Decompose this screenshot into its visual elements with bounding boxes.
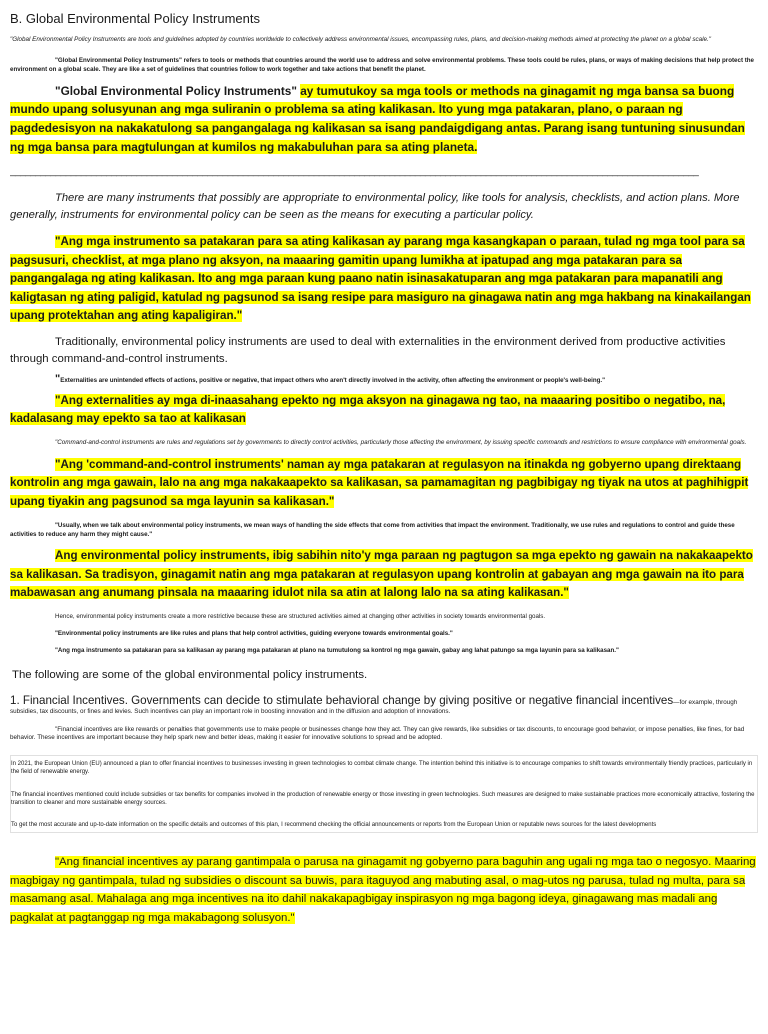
financial-incentives-heading bbox=[10, 693, 758, 717]
following-line: The following are some of the global environmental policy instruments. bbox=[12, 668, 368, 681]
document-page bbox=[0, 10, 768, 1034]
cac-filipino-highlight: "Ang 'command-and-control instruments' naman ay mga patakaran at regulasyon na itinakda ng gobyerno upang direktaang kontrolin ang mga gawain, lalo na ang mga nakakaapekto sa kalikasan, sa pamamagitan ng pagbibigay ng tiyak na utos at paghihigpit upang tiyakin ang pagsunod sa mga layunin sa kalikasan." bbox=[10, 457, 749, 508]
cac-filipino bbox=[10, 456, 758, 512]
fi-filipino bbox=[10, 853, 758, 928]
instruments-intro: There are many instruments that possibly are appropriate to environmental policy, like tools for analysis, checklists, and action plans. More generally, instruments for environmental policy can be seen as the means for executing a particular policy. bbox=[10, 192, 740, 222]
policy-filipino-highlight: Ang environmental policy instruments, ibig sabihin nito'y mga paraan ng pagtugon sa mga epekto ng gawain na nakakaapekto sa kalikasan. Sa tradisyon, ginagamit natin ang mga patakaran at regulasyon upang kontrolin at gabayan ang mga gawain na ito para mabawasan ang anumang pinsala na maaaring idulot nila sa atin at lalong lalo na sa ating kalikasan." bbox=[10, 549, 753, 599]
intro-filipino-highlight: ay tumutukoy sa mga tools or methods na ginagamit ng mga bansa sa buong mundo upang solusyunan ang mga suliranin o problema sa ating kalikasan. Ito yung mga patakaran, plano, o paraan ng pagdedesisyon na nakakatulong sa pangangalaga ng kalikasan sa isang pandaigdigang antas. Parang isang tuntuning sinusundan ng mga bansa para magtulungan at kumilos ng makabuluhan para sa ating planeta. bbox=[10, 83, 745, 154]
intro-simple: "Global Environmental Policy Instruments" refers to tools or methods that countries around the world use to address and solve environmental problems. These tools could be rules, plans, or ways of making decisions that help protect the environment on a global scale. They are like a set of guidelines that countries follow to work together and take actions that benefit the planet. bbox=[10, 56, 755, 73]
usually-note: "Usually, when we talk about environmental policy instruments, we mean ways of handling the side effects that come from activities that impact the environment. Traditionally, we use rules and regulations to control and guide these activities to reduce any harm they might cause." bbox=[10, 522, 735, 538]
externalities-definition-text: Externalities are unintended effects of actions, positive or negative, that impact others who aren't directly involved in the activity, often affecting the environment or people's well-being." bbox=[60, 376, 606, 384]
fi-filipino-highlight: "Ang financial incentives ay parang gantimpala o parusa na ginagamit ng gobyerno para baguhin ang ugali ng mga tao o negosyo. Maaring magbigay ng gantimpala, tulad ng subsidies o discount sa buwis, para itaguyod ang mabuting asal, o mag-utos ng parusa, tulad ng multa, para sa masamang asal. Mahalaga ang mga incentives na ito dahil nakakapagbigay inspirasyon ng mga bagong ideya, ginagawang mas madali ang pagkalat at pagtanggap ng mga makabagong solusyon." bbox=[10, 855, 756, 925]
externalities-filipino bbox=[10, 392, 758, 429]
fi-heading-tail: —for example, through subsidies, tax discounts, or fines and levies. Such incentives can play an important role in boosting innovation and in the diffusion and adoption of innovations. bbox=[10, 699, 738, 715]
fi-heading-main: 1. Financial Incentives. Governments can decide to stimulate behavioral change by giving positive or negative financial incentives bbox=[10, 694, 674, 707]
externalities-quote-mark: " bbox=[55, 372, 61, 385]
cac-definition: "Command-and-control instruments are rules and regulations set by governments to directly control activities, particularly those affecting the environment, by issuing specific commands and restrictions to ensure compliance with environmental goals. bbox=[55, 438, 747, 446]
rules-filipino-note: "Ang mga instrumento sa patakaran para sa kalikasan ay parang mga patakaran at plano na tumutulong sa kontrol ng mga gawain, gabay ang lahat patungo sa mga layunin para sa kalikasan." bbox=[55, 646, 619, 654]
instruments-filipino bbox=[10, 233, 758, 326]
policy-filipino bbox=[10, 547, 758, 603]
externalities-definition bbox=[10, 372, 758, 385]
traditional-paragraph: Traditionally, environmental policy instruments are used to deal with externalities in the environment derived from productive activities through command-and-control instruments. bbox=[10, 335, 726, 366]
externalities-filipino-highlight: "Ang externalities ay mga di-inaasahang epekto ng mga aksyon na ginagawa ng tao, na maaaring positibo o negatibo, na, kadalasang may epekto sa tao at kalikasan bbox=[10, 393, 726, 426]
hence-note: Hence, environmental policy instruments create a more restrictive because these are structured activities aimed at changing other activities in society towards environmental goals. bbox=[55, 612, 546, 620]
eu-paragraph-3: To get the most accurate and up-to-date information on the specific details and outcomes of this plan, I recommend checking the official announcements or reports from the European Union or reputable news sources for the latest developments bbox=[11, 822, 657, 829]
intro-filipino-lead: "Global Environmental Policy Instruments" bbox=[55, 83, 297, 98]
eu-info-box bbox=[10, 755, 758, 833]
eu-paragraph-1: In 2021, the European Union (EU) announced a plan to offer financial incentives to businesses investing in green technologies to combat climate change. The intention behind this initiative is to encourage companies to shift towards environmentally friendly practices, particularly in the field of renewable energy. bbox=[11, 760, 753, 776]
instruments-filipino-highlight: "Ang mga instrumento sa patakaran para sa ating kalikasan ay parang mga kasangkapan o paraan, tulad ng mga tool para sa pagsusuri, checklist, at mga plano ng aksyon, na maaaring gamitin upang lumikha at ipatupad ang mga patakaran para sa pangangalaga ng ating kalikasan. Ito ang mga paraan kung paano natin isinasakatuparan ang mga patakaran para mapanatili ang kaligtasan ng ating paligid, katulad ng pagsunod sa isang resipe para masiguro na ginagawa natin ang mga hakbang na kinakailangan upang protektahan ang ating kapaligiran." bbox=[10, 235, 751, 323]
eu-paragraph-2: The financial incentives mentioned could include subsidies or tax benefits for companies involved in the production of renewable energy or those investing in green technologies. Such measures are designed to make sustainable practices more economically attractive, fostering the transition to cleaner and more sustainable energy sources. bbox=[11, 791, 755, 806]
fi-simple: "Financial incentives are like rewards or penalties that governments use to make people or businesses change how they act. They can give rewards, like subsidies or tax discounts, to encourage good behavior, or impose penalties, like fines, for bad behavior. These incentives are important because they help spark new and better ideas, making it easier for innovative solutions to spread and be adopted. bbox=[10, 725, 745, 742]
divider-line: ________________________________________________________________________________________________________________________________________ bbox=[10, 166, 699, 178]
rules-note: "Environmental policy instruments are like rules and plans that help control activities, guiding everyone towards environmental goals." bbox=[55, 629, 453, 637]
intro-note: "Global Environmental Policy Instruments are tools and guidelines adopted by countries worldwide to collectively address environmental issues, encompassing rules, plans, and decision-making methods aimed at protecting the planet on a global scale." bbox=[10, 36, 712, 43]
section-title: B. Global Environmental Policy Instruments bbox=[10, 11, 260, 26]
intro-filipino bbox=[10, 82, 758, 157]
